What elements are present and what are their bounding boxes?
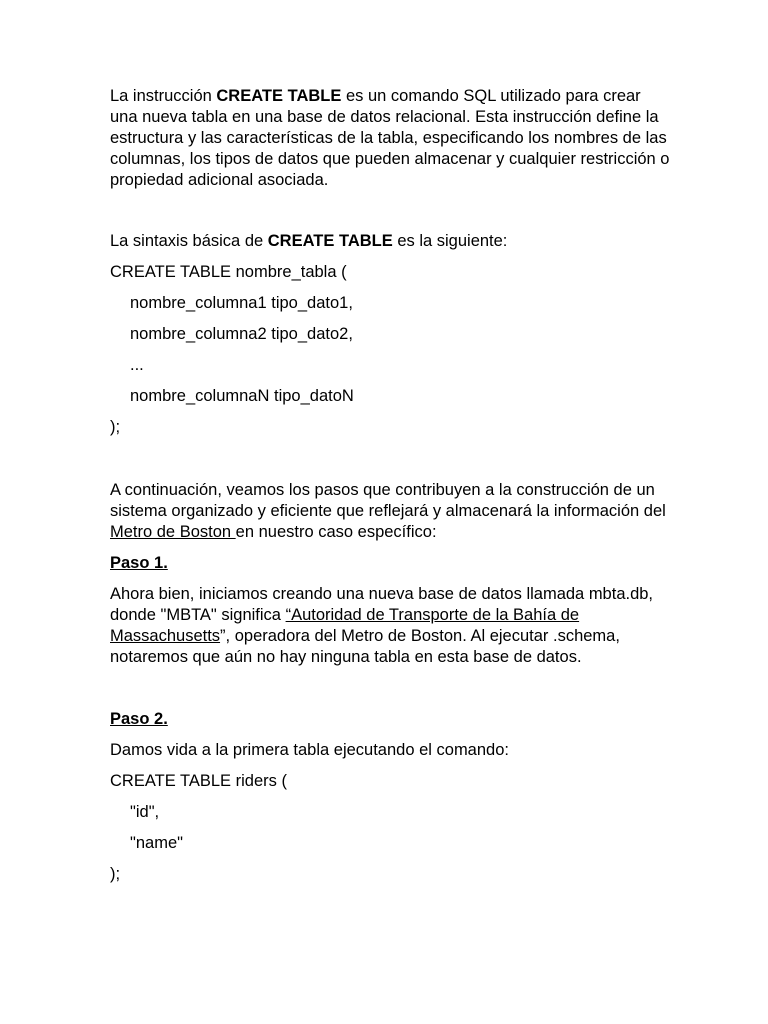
step2-heading: Paso 2. (110, 710, 168, 728)
syntax-text-post: es la siguiente: (392, 232, 508, 250)
syntax-keyword: CREATE TABLE (267, 232, 393, 250)
syntax-text-pre: La sintaxis básica de (110, 232, 268, 250)
intro-paragraph (110, 86, 670, 191)
step2-code-line: "name" (130, 834, 183, 852)
step2-code-line: CREATE TABLE riders ( (110, 772, 287, 790)
syntax-code-line: CREATE TABLE nombre_tabla ( (110, 263, 347, 281)
syntax-code-line: ... (130, 356, 144, 374)
continuation-paragraph (110, 480, 670, 543)
step1-text-post: ”, operadora del Metro de Boston. Al ejecutar .schema, notaremos que aún no hay ninguna tabla en esta base de datos. (110, 627, 620, 666)
syntax-code-line: nombre_columna2 tipo_dato2, (130, 325, 353, 343)
step2-code-line: "id", (130, 803, 160, 821)
step2-code-line: ); (110, 865, 121, 883)
document-body (110, 86, 670, 895)
syntax-code-line: ); (110, 418, 121, 436)
step2-paragraph: Damos vida a la primera tabla ejecutando el comando: (110, 741, 509, 759)
syntax-code-line: nombre_columna1 tipo_dato1, (130, 294, 353, 312)
step1-paragraph (110, 584, 670, 668)
mbta-link[interactable]: “Autoridad de Transporte de la Bahía de Massachusetts (110, 606, 580, 645)
continuation-text-post: en nuestro caso específico: (235, 523, 437, 541)
metro-boston-link[interactable]: Metro de Boston (110, 523, 236, 541)
step1-text-pre: Ahora bien, iniciamos creando una nueva base de datos llamada mbta.db, donde "MBTA" significa (110, 585, 654, 624)
intro-keyword: CREATE TABLE (216, 87, 342, 105)
continuation-text-pre: A continuación, veamos los pasos que contribuyen a la construcción de un sistema organizado y eficiente que reflejará y almacenará la información del (110, 481, 666, 520)
syntax-intro (110, 231, 670, 252)
step1-heading: Paso 1. (110, 554, 168, 572)
syntax-code-line: nombre_columnaN tipo_datoN (130, 387, 354, 405)
intro-text-post: es un comando SQL utilizado para crear una nueva tabla en una base de datos relacional. Esta instrucción define la estructura y las características de la tabla, especificando los nombres de las columnas, los tipos de datos que pueden almacenar y cualquier restricción o propiedad adicional asociada. (110, 87, 670, 189)
intro-text-pre: La instrucción (110, 87, 217, 105)
